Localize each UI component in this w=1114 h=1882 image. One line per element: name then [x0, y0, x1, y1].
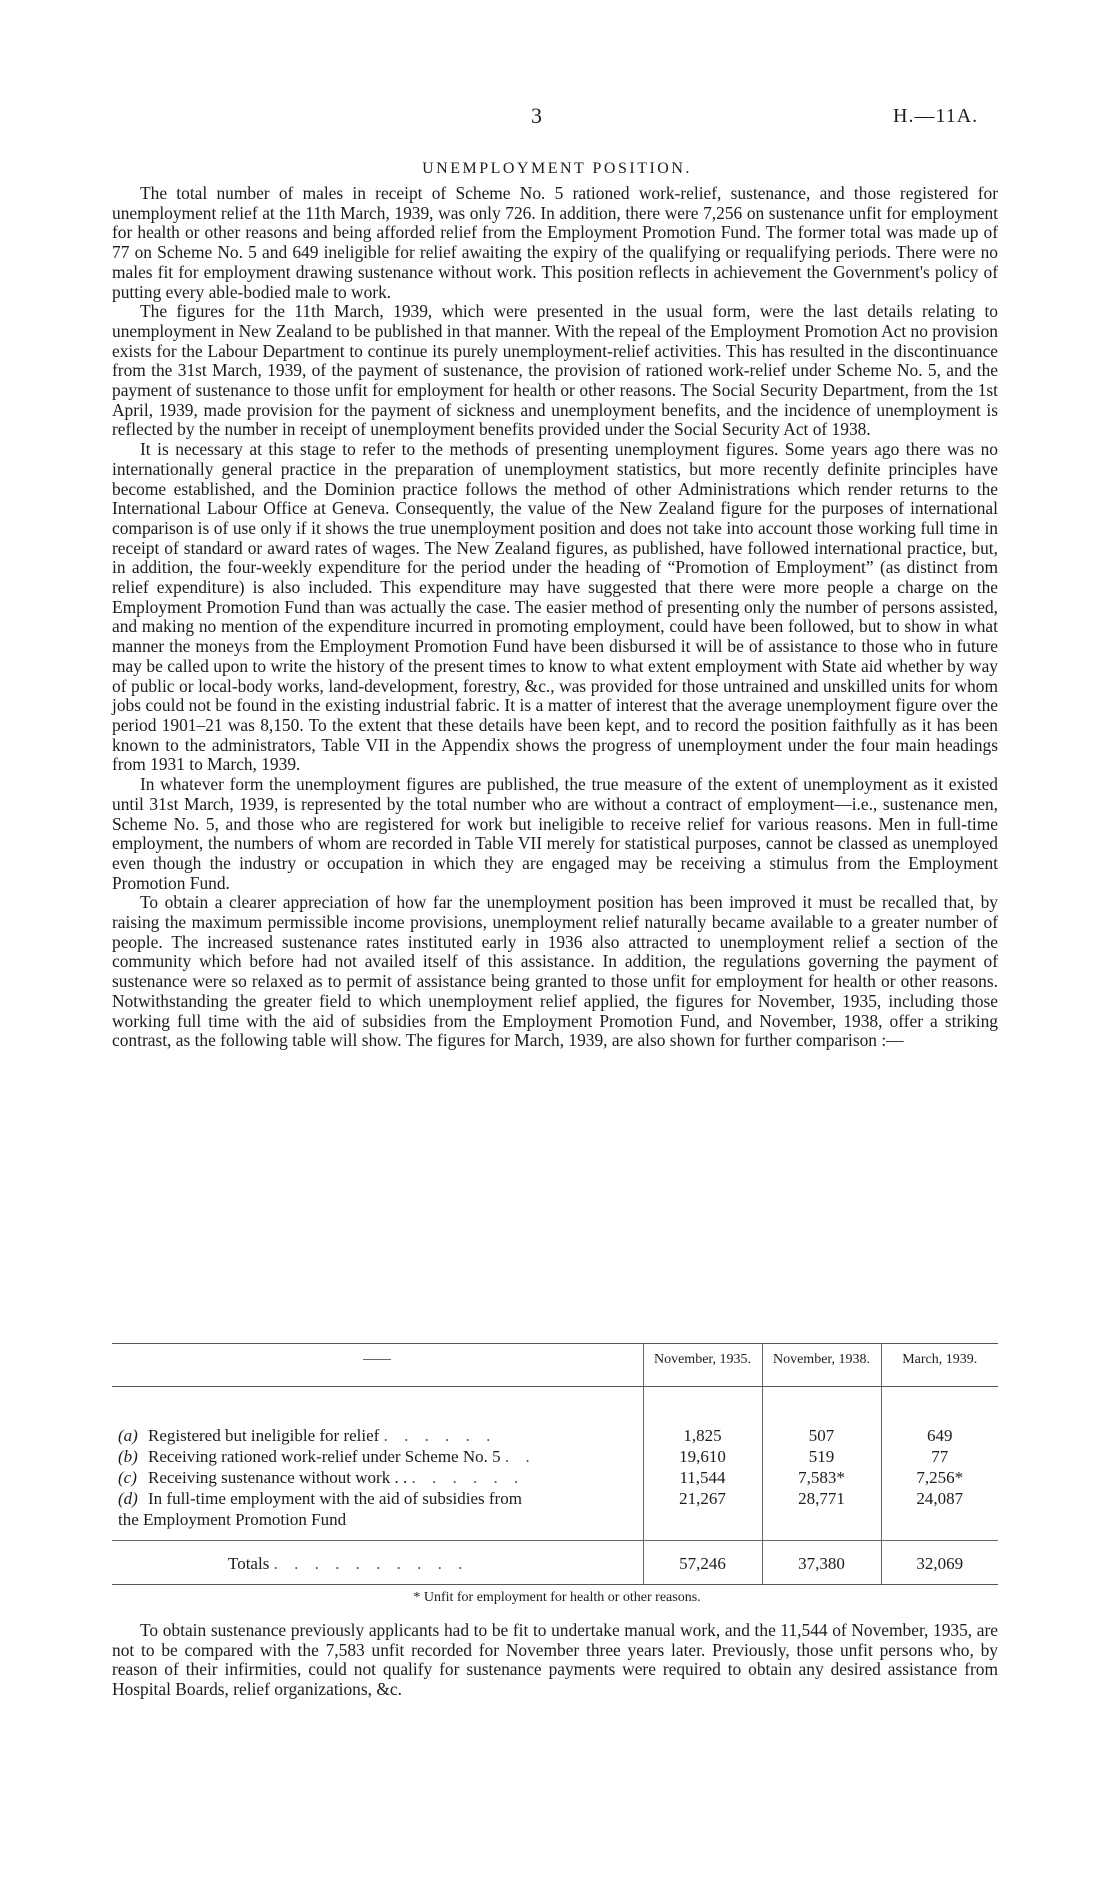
paragraph-5: To obtain a clearer appreciation of how far the unemployment position has been improved it must be recalled that, by raising the maximum permissible income provisions, unemployment relief naturally became available to a greater number of people. The increased sustenance rates instituted early in 1936 also attracted to unemployment relief a section of the community which before had not availed itself of this assistance. In addition, the regulations governing the payment of sustenance were so relaxed as to permit of assistance being granted to those unfit for employment for health or other reasons. Notwithstanding the greater field to which unemployment relief applied, the figures for November, 1935, including those working full time with the aid of subsidies from the Employment Promotion Fund, and November, 1938, offer a striking contrast, as the following table will show. The figures for March, 1939, are also shown for further comparison :— [112, 892, 998, 1051]
cell-value: 21,267 [643, 1488, 762, 1509]
cell-value: 7,256* [881, 1467, 998, 1488]
total-value: 32,069 [881, 1541, 998, 1585]
leader-dots: . . . . . . [411, 1468, 525, 1487]
row-label: (c) [118, 1468, 137, 1487]
body-text [112, 184, 998, 1051]
table-row [112, 1488, 998, 1509]
leader-dots: . . [504, 1447, 536, 1466]
closing-text [112, 1621, 998, 1700]
table-row [112, 1425, 998, 1446]
cell-value: 28,771 [762, 1488, 881, 1509]
section-heading: UNEMPLOYMENT POSITION. [422, 160, 692, 177]
leader-dots: . . . . . . [383, 1426, 497, 1445]
total-value: 57,246 [643, 1541, 762, 1585]
table-spacer [112, 1530, 998, 1541]
leader-dots: . . . . . . . . . . [273, 1554, 469, 1573]
document-reference: H.—11A. [893, 105, 979, 127]
row-text: Receiving rationed work-relief under Scheme No. 5 [148, 1447, 501, 1466]
row-text: Registered but ineligible for relief [148, 1426, 380, 1445]
row-description [112, 1425, 643, 1446]
page-number: 3 [531, 103, 542, 128]
cell-value: 19,610 [643, 1446, 762, 1467]
cell-value: 77 [881, 1446, 998, 1467]
col-header: November, 1938. [762, 1344, 881, 1387]
row-label: (a) [118, 1426, 138, 1445]
paragraph-2: The figures for the 11th March, 1939, which were presented in the usual form, were the last details relating to unemployment in New Zealand to be published in that manner. With the repeal of the Employment Promotion Act no provision exists for the Labour Department to continue its purely unemployment-relief activities. This has resulted in the discontinuance from the 31st March, 1939, of the payment of sustenance, the provision of rationed work-relief under Scheme No. 5, and the payment of sustenance to those unfit for employment for health or other reasons. The Social Security Department, from the 1st April, 1939, made provision for the payment of sickness and unemployment benefits, and the incidence of unemployment is reflected by the number in receipt of unemployment benefits provided under the Social Security Act of 1938. [112, 301, 998, 440]
row-label: (b) [118, 1447, 138, 1466]
row-description [112, 1446, 643, 1467]
comparison-table [112, 1343, 998, 1585]
row-text: Receiving sustenance without work . . [148, 1468, 408, 1487]
comparison-table-wrapper [112, 1343, 998, 1585]
paragraph-1: The total number of males in receipt of Scheme No. 5 rationed work-relief, sustenance, and those registered for unemployment relief at the 11th March, 1939, was only 726. In addition, there were 7,256 on sustenance unfit for employment for health or other reasons and being afforded relief from the Employment Promotion Fund. The former total was made up of 77 on Scheme No. 5 and 649 ineligible for relief awaiting the expiry of the qualifying or requalifying periods. There were no males fit for employment drawing sustenance without work. This position reflects in achievement the Government's policy of putting every able-bodied male to work. [112, 183, 998, 302]
totals-row [112, 1541, 998, 1585]
total-value: 37,380 [762, 1541, 881, 1585]
paragraph-3: It is necessary at this stage to refer to the methods of presenting unemployment figures. Some years ago there was no internationally general practice in the preparation of unemployment statistics, but more recently definite principles have become established, and the Dominion practice follows the method of other Administrations which render returns to the International Labour Office at Geneva. Consequently, the value of the New Zealand figure for the purposes of international comparison is of use only if it shows the true unemployment position and does not take into account those working full time in receipt of standard or award rates of wages. The New Zealand figures, as published, have followed international practice, but, in addition, the four-weekly expenditure for the period under the heading of “Promotion of Employment” (as distinct from relief expenditure) is also included. This expenditure may have suggested that there were more people a charge on the Employment Promotion Fund than was actually the case. The easier method of presenting only the number of persons assisted, and making no mention of the expenditure incurred in promoting employment, could have been followed, but to show in what manner the moneys from the Employment Promotion Fund have been disbursed it will be of assistance to those who in future may be called upon to write the history of the present times to know to what extent employment with State aid whether by way of public or local-body works, land-development, forestry, &c., was provided for those untrained and unskilled units for whom jobs could not be found in the existing industrial fabric. It is a matter of interest that the average unemployment figure over the period 1901–21 was 8,150. To the extent that these details have been kept, and to record the position faithfully as it has been known to the administrators, Table VII in the Appendix shows the progress of unemployment under the four main headings from 1931 to March, 1939. [112, 439, 998, 775]
closing-paragraph: To obtain sustenance previously applicants had to be fit to undertake manual work, and the 11,544 of November, 1935, are not to be compared with the 7,583 unfit recorded for November three years later. Previously, those unfit persons who, by reason of their infirmities, could not qualify for sustenance payments were required to obtain any desired assistance from Hospital Boards, relief organizations, &c. [112, 1620, 998, 1700]
paragraph-4: In whatever form the unemployment figures are published, the true measure of the extent of unemployment as it existed until 31st March, 1939, is represented by the total number who are without a contract of employment—i.e., sustenance men, Scheme No. 5, and those who are registered for work but ineligible to receive relief for various reasons. Men in full-time employment, the numbers of whom are recorded in Table VII merely for statistical purposes, cannot be classed as unemployed even though the industry or occupation in which they are engaged may be receiving a stimulus from the Employment Promotion Fund. [112, 774, 998, 893]
row-description [112, 1488, 643, 1509]
table-header-row [112, 1344, 998, 1387]
table-footnote: * Unfit for employment for health or other reasons. [413, 1590, 701, 1605]
table-row-continuation [112, 1509, 998, 1530]
cell-value: 24,087 [881, 1488, 998, 1509]
cell-value: 11,544 [643, 1467, 762, 1488]
totals-label: Totals [228, 1554, 270, 1573]
row-description [112, 1467, 643, 1488]
table-row [112, 1467, 998, 1488]
row-label: (d) [118, 1489, 138, 1508]
row-continuation-text: the Employment Promotion Fund [118, 1510, 347, 1529]
table-spacer [112, 1387, 998, 1426]
table-row [112, 1446, 998, 1467]
cell-value: 507 [762, 1425, 881, 1446]
cell-value: 7,583* [762, 1467, 881, 1488]
totals-description [112, 1541, 643, 1585]
col-header: November, 1935. [643, 1344, 762, 1387]
header-dash [363, 1359, 391, 1360]
col-header: March, 1939. [881, 1344, 998, 1387]
row-text: In full-time employment with the aid of subsidies from [148, 1489, 522, 1508]
cell-value: 1,825 [643, 1425, 762, 1446]
cell-value: 649 [881, 1425, 998, 1446]
header-blank [112, 1344, 643, 1387]
cell-value: 519 [762, 1446, 881, 1467]
